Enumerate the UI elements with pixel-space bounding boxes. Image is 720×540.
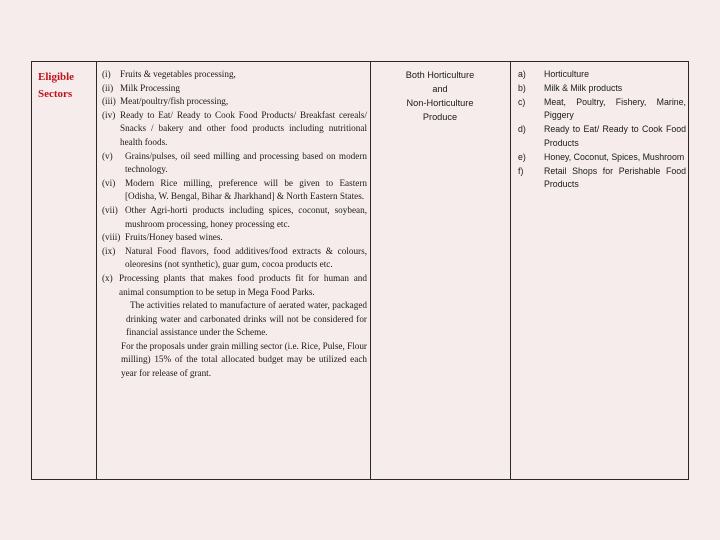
activity-number: (vi) xyxy=(102,177,116,188)
category-line: Both Horticulture xyxy=(405,70,475,80)
activity-text: Milk Processing xyxy=(120,82,180,93)
sector-label-line: Eligible xyxy=(38,71,75,83)
activity-item xyxy=(102,231,370,245)
activity-text: Fruits & vegetables processing, xyxy=(120,69,236,79)
horti-letter: e) xyxy=(518,151,526,162)
sectors-table xyxy=(31,61,689,480)
column-divider xyxy=(370,62,371,479)
activity-number: (x) xyxy=(102,272,113,283)
sector-label-line: Sectors xyxy=(38,88,73,100)
horti-letter: f) xyxy=(518,165,524,176)
category-line: Produce xyxy=(422,112,458,122)
activity-number: (v) xyxy=(102,150,113,161)
sector-label-cell xyxy=(32,62,96,103)
horti-item xyxy=(518,82,688,96)
activity-item xyxy=(102,82,370,96)
horti-item xyxy=(518,165,688,193)
activity-item xyxy=(102,150,370,177)
category-cell xyxy=(370,62,510,124)
horti-text: Ready to Eat/ Ready to Cook Food Products xyxy=(544,124,686,148)
horti-item xyxy=(518,123,688,151)
activity-number: (ii) xyxy=(102,82,114,93)
activity-text: Other Agri-horti products including spices, coconut, soybean, mushroom processing, honey processing etc. xyxy=(125,204,367,229)
horti-item xyxy=(518,151,688,165)
horticulture-cell xyxy=(510,62,688,192)
activity-item xyxy=(102,95,370,109)
activity-text: Ready to Eat/ Ready to Cook Food Products/ Breakfast cereals/ Snacks / bakery and other food products including nutritional health foods. xyxy=(120,109,367,147)
aerated-water-note: The activities related to manufacture of aerated water, packaged drinking water and carbonated drinks will not be considered for financial assistance under the Scheme. xyxy=(126,300,367,338)
activity-text: Grains/pulses, oil seed milling and processing based on modern technology. xyxy=(125,150,367,175)
activity-text: Meat/poultry/fish processing, xyxy=(120,96,229,107)
activity-item xyxy=(102,109,370,150)
horti-text: Meat, Poultry, Fishery, Marine, Piggery xyxy=(544,96,686,121)
category-line: Non-Horticulture xyxy=(406,98,474,108)
activity-number: (ix) xyxy=(102,245,116,256)
activity-number: (viii) xyxy=(102,232,121,243)
activity-item xyxy=(102,177,370,204)
activities-cell xyxy=(96,62,370,381)
category-line: and xyxy=(432,84,448,94)
activity-number: (i) xyxy=(102,69,111,79)
activity-number: (iii) xyxy=(102,96,116,107)
horti-letter: d) xyxy=(518,124,526,135)
activity-item xyxy=(102,272,370,299)
activity-number: (iv) xyxy=(102,109,116,120)
activity-number: (vii) xyxy=(102,204,118,215)
activity-text: Modern Rice milling, preference will be given to Eastern [Odisha, W. Bengal, Bihar & Jharkhand] & North Eastern States. xyxy=(125,177,367,202)
grain-milling-note: For the proposals under grain milling sector (i.e. Rice, Pulse, Flour milling) 15% of the total allocated budget may be utilized each year for release of grant. xyxy=(121,340,367,379)
horti-item xyxy=(518,68,688,82)
horti-text: Retail Shops for Perishable Food Products xyxy=(544,165,686,190)
horti-letter: c) xyxy=(518,96,526,107)
horti-item xyxy=(518,96,688,124)
horti-text: Horticulture xyxy=(544,69,589,79)
horti-letter: b) xyxy=(518,82,526,93)
horti-letter: a) xyxy=(518,69,526,79)
activity-text: Natural Food flavors, food additives/food extracts & colours, oleoresins (not synthetic), guar gum, cocoa products etc. xyxy=(125,245,367,270)
activity-item xyxy=(102,245,370,272)
horti-text: Milk & Milk products xyxy=(544,82,623,93)
horti-text: Honey, Coconut, Spices, Mushroom xyxy=(544,151,685,162)
activity-text: Processing plants that makes food products fit for human and animal consumption to be setup in Mega Food Parks. xyxy=(119,272,367,297)
activity-item xyxy=(102,204,370,231)
activity-text: Fruits/Honey based wines. xyxy=(125,232,223,243)
activity-item xyxy=(102,68,370,82)
